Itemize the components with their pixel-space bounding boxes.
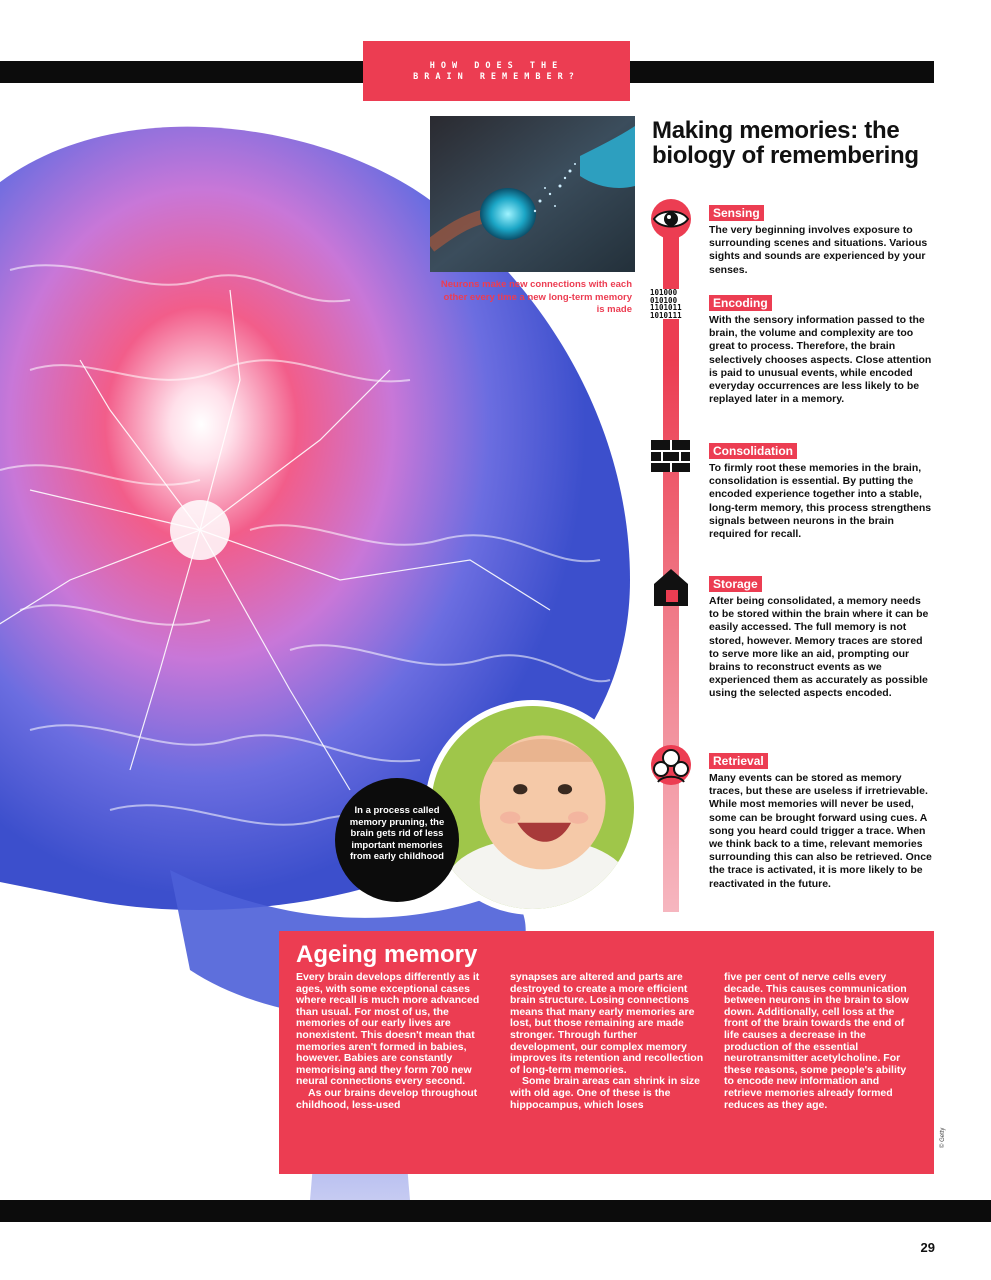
section-header-line-1: HOW DOES THE bbox=[429, 61, 564, 71]
section-header-line-2: BRAIN REMEMBER? bbox=[413, 72, 580, 82]
step-sensing bbox=[709, 204, 933, 277]
step-retrieval bbox=[709, 752, 933, 891]
paragraph: five per cent of nerve cells every decade. This causes communication between neurons in the brain to slow down. Additionally, cell loss at the front of the brain towards the end of life causes a decrease in the production of the essential neurotransmitter acetylcholine. For these reasons, some people's ability to encode new information and retrieve memories already formed reduces as they age. bbox=[724, 971, 909, 1111]
step-label: Encoding bbox=[709, 295, 772, 311]
image-credit: © Getty bbox=[940, 1127, 946, 1148]
making-memories-title: Making memories: the biology of remembering bbox=[652, 117, 919, 169]
page-number: 29 bbox=[920, 1240, 935, 1255]
step-storage bbox=[709, 575, 933, 701]
ageing-column-3 bbox=[724, 972, 918, 1111]
memory-pruning-callout: In a process called memory pruning, the brain gets rid of less important memories from early childhood bbox=[335, 778, 459, 902]
step-consolidation bbox=[709, 442, 933, 541]
house-icon bbox=[650, 566, 692, 608]
step-label: Sensing bbox=[709, 205, 764, 221]
step-text: After being consolidated, a memory needs to be stored within the brain where it can be easily accessed. The full memory is not stored, however. Memory traces are stored to serve more like an aid, prompting our brains to reconstruct events as we experienced them as accurately as possible using the selected aspects encoded. bbox=[709, 595, 929, 700]
neuron-photo-caption: Neurons make new connections with each other every time a new long-term memory is made bbox=[440, 279, 632, 315]
ageing-column-1 bbox=[296, 972, 490, 1111]
ageing-memory-box bbox=[279, 931, 934, 1174]
people-icon bbox=[650, 744, 692, 786]
bricks-icon bbox=[650, 436, 692, 478]
ageing-column-2 bbox=[510, 972, 704, 1111]
step-text: Many events can be stored as memory traces, but these are useless if irretrievable. While most memories will never be used, some can be brought forward using cues. A song you heard could trigger a trace. When we think back to a time, relevant memories surrounding this can also be retrieved. Once the trace is activated, it is more likely to be reactivated in the future. bbox=[709, 772, 932, 890]
eye-icon bbox=[650, 198, 692, 240]
binary-line: 1101011 bbox=[650, 303, 682, 312]
binary-line: 101000 bbox=[650, 288, 678, 297]
binary-line: 010100 bbox=[650, 295, 678, 305]
step-label: Consolidation bbox=[709, 443, 797, 459]
neuron-photo bbox=[430, 116, 635, 272]
binary-icon bbox=[650, 289, 690, 319]
step-encoding bbox=[709, 294, 933, 406]
paragraph: Every brain develops differently as it ages, with some exceptional cases where recall is much more advanced than usual. For most of us, the memories of our early lives are nonexistent. This doesn't mean that memories aren't formed in babies, however. Babies are constantly memorising and they form 700 new neural connections every second. bbox=[296, 971, 480, 1088]
ageing-memory-title: Ageing memory bbox=[296, 941, 478, 968]
paragraph: As our brains develop throughout childhood, less-used bbox=[296, 1086, 478, 1111]
step-text: With the sensory information passed to the brain, the volume and complexity are too great to process. Therefore, the brain selectively chooses aspects. Close attention is paid to unusual events, while encoded everyday occurrences are less likely to be replayed later in a memory. bbox=[709, 314, 932, 406]
section-header bbox=[363, 41, 630, 101]
baby-photo bbox=[425, 700, 640, 915]
paragraph: Some brain areas can shrink in size with old age. One of these is the hippocampus, which loses bbox=[510, 1075, 700, 1111]
step-label: Retrieval bbox=[709, 753, 768, 769]
paragraph: synapses are altered and parts are destroyed to create a more efficient brain structure. Losing connections means that many early memories are lost, but those remaining are made stronger. Through further development, our complex memory improves its retention and recollection of long-term memories. bbox=[510, 971, 704, 1076]
step-text: The very beginning involves exposure to surrounding scenes and situations. Various sights and sounds are experienced by your senses. bbox=[709, 224, 928, 276]
step-label: Storage bbox=[709, 576, 762, 592]
step-text: To firmly root these memories in the brain, consolidation is essential. By putting the encoded experience together into a stable, long-term memory, this process strengthens signals between neurons in the brain required for recall. bbox=[709, 462, 932, 541]
bottom-black-bar bbox=[0, 1200, 991, 1222]
binary-line: 1010111 bbox=[650, 310, 682, 320]
